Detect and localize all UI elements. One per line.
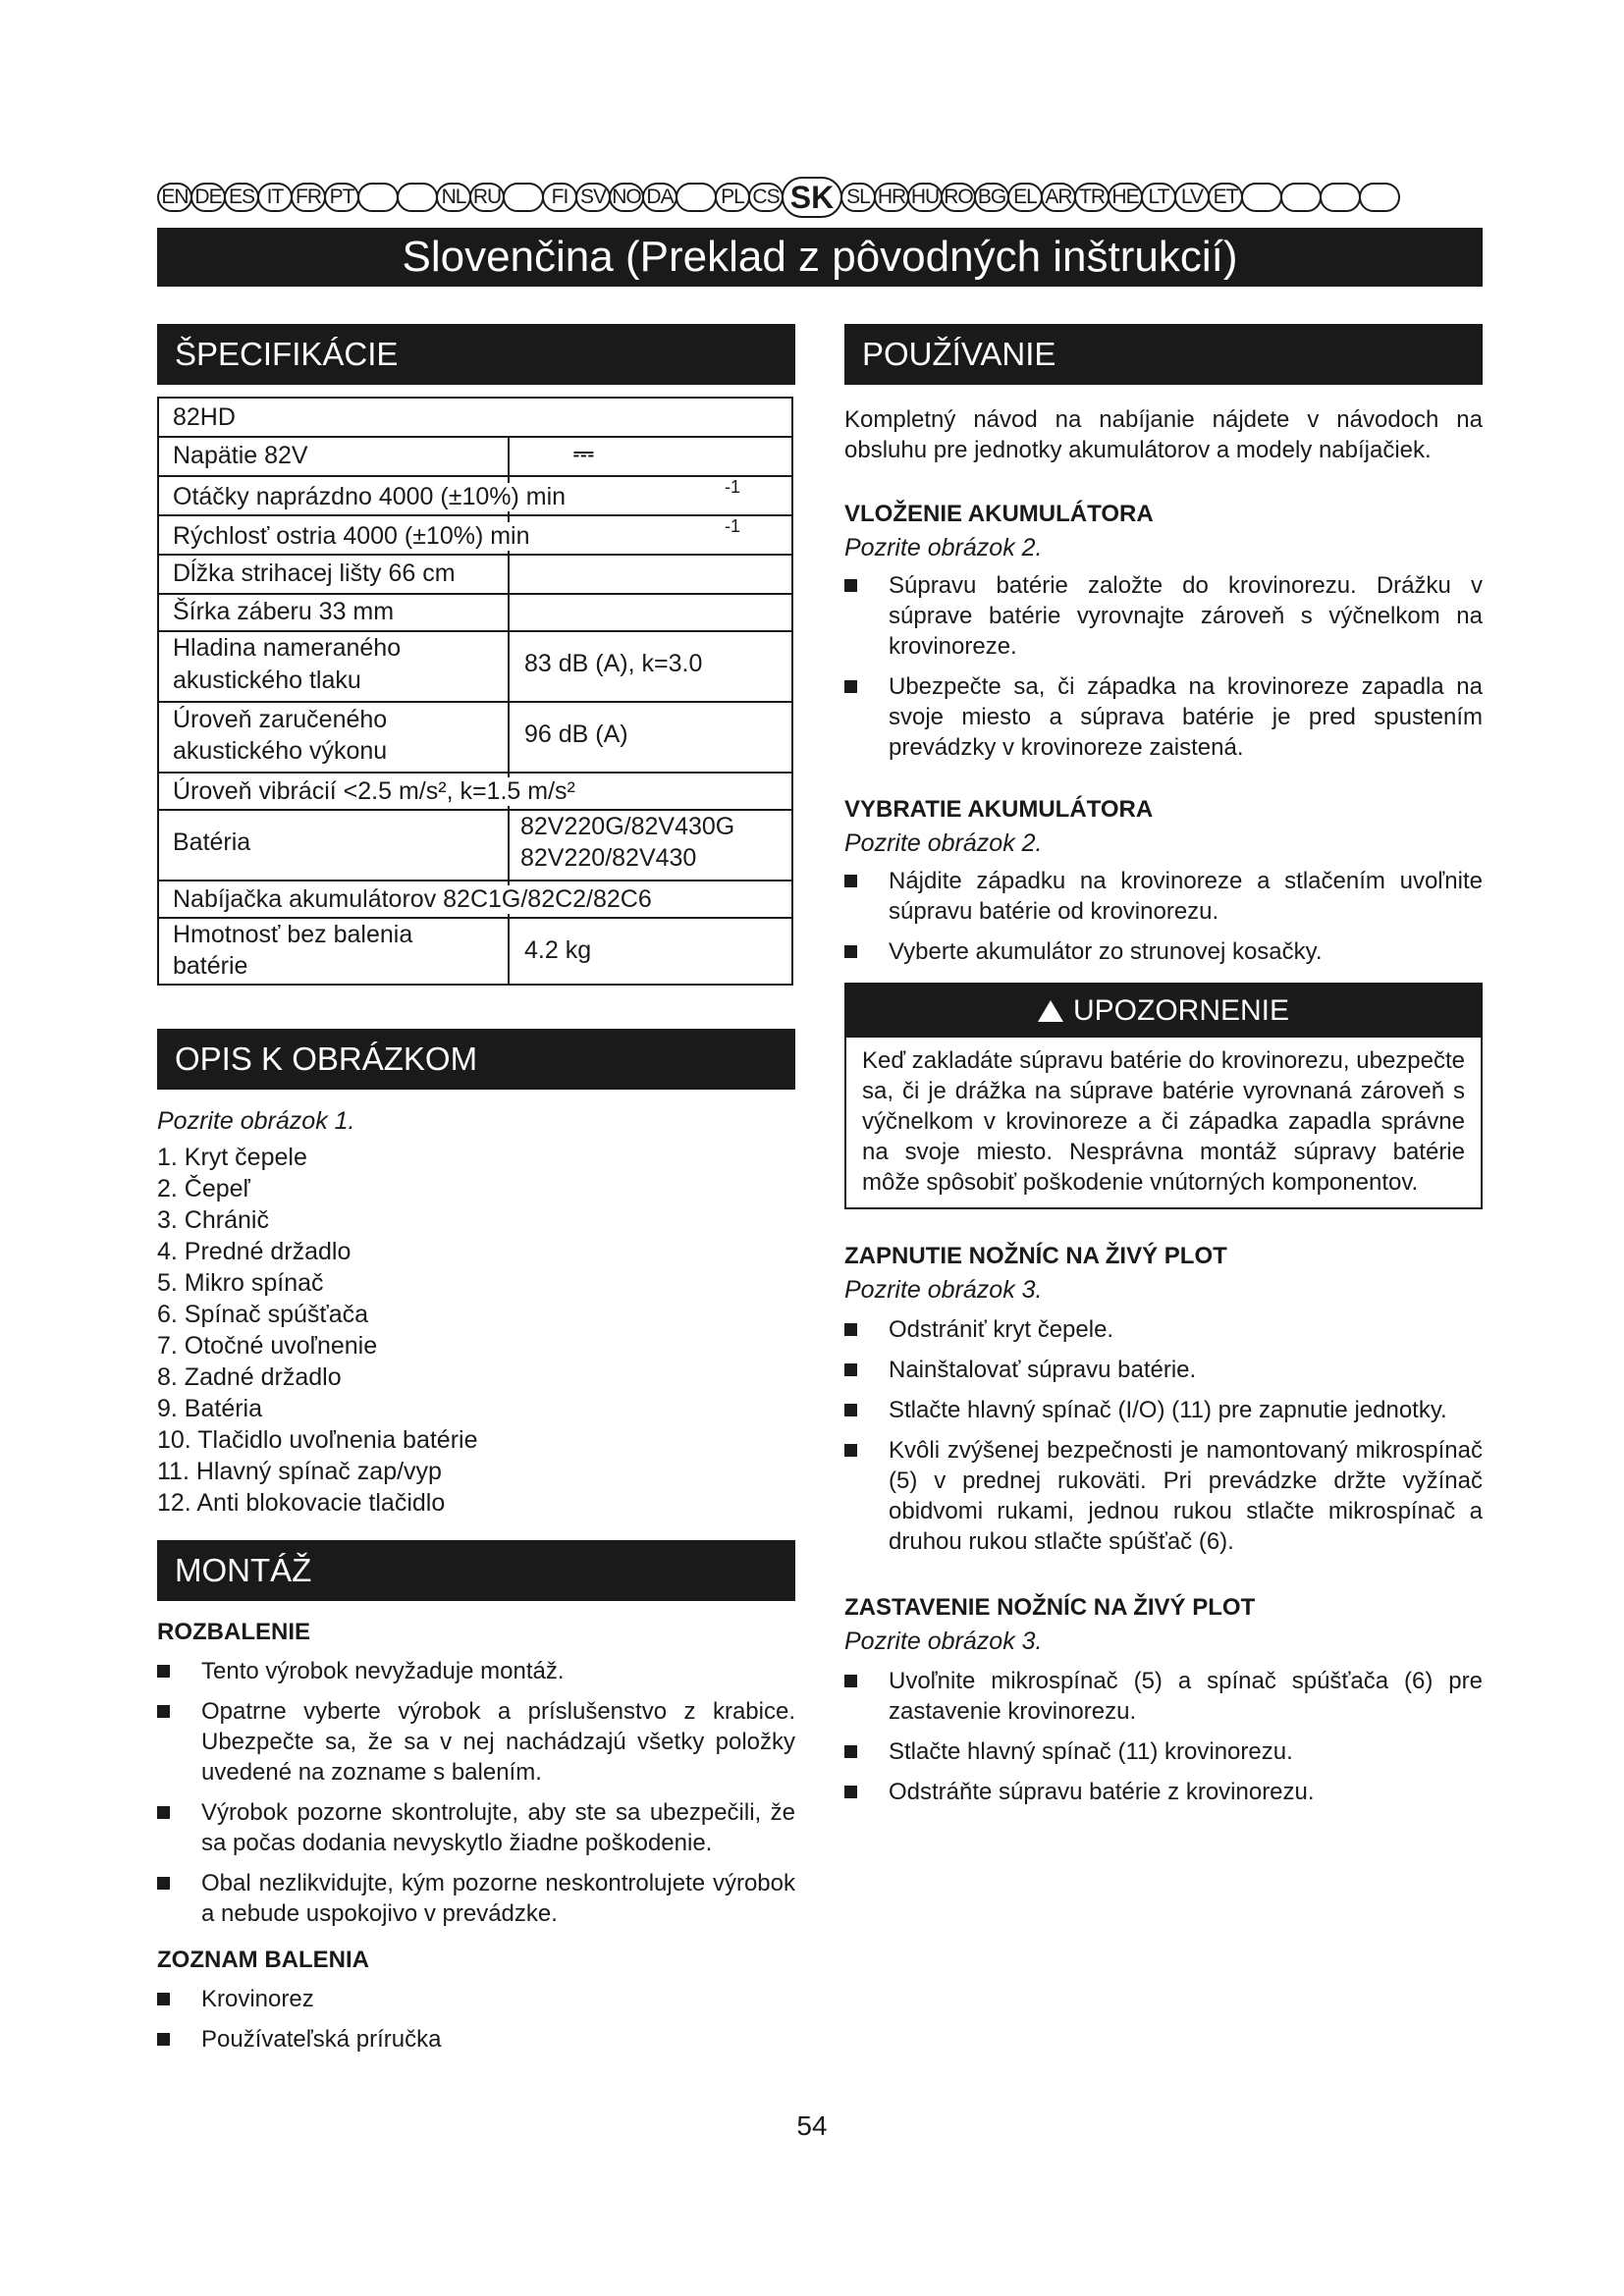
list-item xyxy=(157,1330,795,1362)
language-tab-hr[interactable]: HR xyxy=(874,183,909,212)
spec-voltage: Napätie 82V xyxy=(173,442,308,469)
list-item xyxy=(157,2024,795,2055)
warning-text: Keď zakladáte súpravu batérie do krovinorezu, ubezpečte sa, či je drážka na súprave batérie vyrovnaná zároveň s výčnelkom v krovinoreze a či západka zapadla správne na svoje miesto. Nesprávna montáž súpravy batérie môže spôsobiť poškodenie vnútorných komponentov. xyxy=(862,1047,1465,1196)
list-item xyxy=(844,1736,1483,1767)
language-tab-ar[interactable]: AR xyxy=(1041,183,1076,212)
remove-ref: Pozrite obrázok 2. xyxy=(844,829,1043,857)
list-item xyxy=(157,1267,795,1299)
list-item-text: Kvôli zvýšenej bezpečnosti je namontovaný mikrospínač (5) v prednej rukoväti. Pri prevádzke držte vyžínač obidvomi rukami, jednou rukou stlačte mikrospínač a druhou rukou stlačte spúšťač (6). xyxy=(889,1437,1483,1555)
insert-list xyxy=(844,570,1483,763)
left-column xyxy=(157,324,795,2064)
list-item-text: Stlačte hlavný spínač (11) krovinorezu. xyxy=(889,1738,1293,1765)
bullet-square-icon xyxy=(157,2033,170,2046)
list-item xyxy=(157,1487,795,1519)
bullet-square-icon xyxy=(844,579,857,592)
language-tab-strip xyxy=(157,177,1492,220)
list-item xyxy=(157,1236,795,1267)
spec-row-vibration xyxy=(159,772,791,809)
list-item-text: Stlačte hlavný spínač (I/O) (11) pre zapnutie jednotky. xyxy=(889,1397,1447,1423)
usage-heading: POUŽÍVANIE xyxy=(844,324,1483,385)
language-tab-el[interactable]: EL xyxy=(1007,183,1043,212)
list-item xyxy=(157,1142,795,1173)
dc-symbol-icon: ⎓ xyxy=(573,438,594,467)
language-tab-sk[interactable]: SK xyxy=(782,177,842,218)
list-item xyxy=(844,1435,1483,1557)
packing-list xyxy=(157,1984,795,2055)
language-tab-no[interactable]: NO xyxy=(609,183,644,212)
language-tab-nl[interactable]: NL xyxy=(436,183,471,212)
remove-title: VYBRATIE AKUMULÁTORA xyxy=(844,796,1154,823)
spec-sound-pressure-value: 83 dB (A), k=3.0 xyxy=(524,650,703,677)
list-item xyxy=(157,1393,795,1424)
figure-parts-list xyxy=(157,1142,795,1519)
list-item xyxy=(157,1868,795,1929)
unpacking-title: ROZBALENIE xyxy=(157,1619,310,1645)
spec-sound-power-label-1: Úroveň zaručeného xyxy=(173,706,388,733)
figure-desc-heading: OPIS K OBRÁZKOM xyxy=(157,1029,795,1090)
list-item xyxy=(844,1395,1483,1425)
spec-sound-power-value: 96 dB (A) xyxy=(524,721,628,748)
spec-weight-label-1: Hmotnosť bez balenia xyxy=(173,921,413,948)
list-item-text: Nájdite západku na krovinoreze a stlačením uvoľnite súpravu batérie od krovinorezu. xyxy=(889,868,1483,925)
list-item-text: Uvoľnite mikrospínač (5) a spínač spúšťača (6) pre zastavenie krovinorezu. xyxy=(889,1668,1483,1725)
spec-row-noload-speed xyxy=(159,475,791,514)
spec-row-cut-width xyxy=(159,593,791,630)
list-item-text: Krovinorez xyxy=(201,1986,314,2012)
language-tab-ro[interactable]: RO xyxy=(941,183,976,212)
spec-battery-value-2: 82V220/82V430 xyxy=(520,844,697,872)
list-item xyxy=(844,936,1483,967)
list-item xyxy=(157,1984,795,2014)
list-item-text: 11. Hlavný spínač zap/vyp xyxy=(157,1458,442,1485)
list-item-text: Výrobok pozorne skontrolujte, aby ste sa ubezpečili, že sa počas dodania nevyskytlo žiadne poškodenie. xyxy=(201,1799,795,1856)
insert-ref: Pozrite obrázok 2. xyxy=(844,534,1043,561)
spec-battery-label: Batéria xyxy=(173,828,251,856)
start-list xyxy=(844,1314,1483,1557)
assembly-heading: MONTÁŽ xyxy=(157,1540,795,1601)
list-item xyxy=(157,1173,795,1204)
language-tab-it[interactable]: IT xyxy=(257,183,293,212)
list-item-text: 9. Batéria xyxy=(157,1395,263,1422)
list-item-text: 6. Spínač spúšťača xyxy=(157,1301,369,1328)
start-title: ZAPNUTIE NOŽNÍC NA ŽIVÝ PLOT xyxy=(844,1243,1227,1269)
stop-ref: Pozrite obrázok 3. xyxy=(844,1628,1043,1655)
language-tab-blank[interactable] xyxy=(1359,183,1400,212)
list-item-text: 7. Otočné uvoľnenie xyxy=(157,1332,378,1360)
bullet-square-icon xyxy=(844,1404,857,1416)
start-ref: Pozrite obrázok 3. xyxy=(844,1276,1043,1304)
language-tab-da[interactable]: DA xyxy=(642,183,677,212)
language-tab-blank[interactable] xyxy=(1320,183,1361,212)
spec-noload-speed-sup: -1 xyxy=(724,477,740,497)
list-item-text: 4. Predné držadlo xyxy=(157,1238,352,1265)
language-tab-es[interactable]: ES xyxy=(224,183,259,212)
spec-row-battery xyxy=(159,809,791,880)
spec-charger: Nabíjačka akumulátorov 82C1G/82C2/82C6 xyxy=(173,885,652,913)
language-tab-he[interactable]: HE xyxy=(1108,183,1143,212)
list-item xyxy=(844,866,1483,927)
packing-title: ZOZNAM BALENIA xyxy=(157,1947,369,1973)
spec-row-sound-pressure xyxy=(159,630,791,701)
list-item-text: Odstrániť kryt čepele. xyxy=(889,1316,1114,1343)
bullet-square-icon xyxy=(157,1806,170,1819)
list-item-text: 1. Kryt čepele xyxy=(157,1144,307,1171)
bullet-square-icon xyxy=(157,1993,170,2005)
list-item xyxy=(844,1666,1483,1727)
language-tab-fr[interactable]: FR xyxy=(291,183,326,212)
language-tab-blank[interactable] xyxy=(357,183,399,212)
language-tab-bg[interactable]: BG xyxy=(974,183,1009,212)
spec-row-blade-speed xyxy=(159,514,791,554)
language-tab-pt[interactable]: PT xyxy=(324,183,359,212)
page-number: 54 xyxy=(796,2110,828,2141)
bullet-square-icon xyxy=(157,1665,170,1678)
remove-list xyxy=(844,866,1483,967)
language-tab-blank[interactable] xyxy=(1280,183,1322,212)
insert-title: VLOŽENIE AKUMULÁTORA xyxy=(844,501,1154,527)
list-item xyxy=(157,1299,795,1330)
unpacking-list xyxy=(157,1656,795,1929)
list-item-text: Odstráňte súpravu batérie z krovinorezu. xyxy=(889,1779,1315,1805)
list-item xyxy=(157,1656,795,1686)
language-tab-tr[interactable]: TR xyxy=(1074,183,1110,212)
bullet-square-icon xyxy=(844,1786,857,1798)
warning-title: UPOZORNENIE xyxy=(1072,994,1290,1027)
language-tab-cs[interactable]: CS xyxy=(748,183,784,212)
language-tab-fi[interactable]: FI xyxy=(542,183,577,212)
bullet-square-icon xyxy=(844,1323,857,1336)
specs-heading: ŠPECIFIKÁCIE xyxy=(157,324,795,385)
spec-blade-speed: Rýchlosť ostria 4000 (±10%) min xyxy=(173,522,530,550)
page-title: Slovenčina (Preklad z pôvodných inštrukcií) xyxy=(157,228,1483,287)
list-item-text: 12. Anti blokovacie tlačidlo xyxy=(157,1489,446,1517)
list-item-text: Vyberte akumulátor zo strunovej kosačky. xyxy=(889,938,1323,965)
spec-cut-width: Šírka záberu 33 mm xyxy=(173,598,395,625)
warning-box xyxy=(844,983,1483,1209)
list-item-text: Obal nezlikvidujte, kým pozorne neskontrolujete výrobok a nebude uspokojivo v prevádzke. xyxy=(201,1870,795,1927)
language-tab-sl[interactable]: SL xyxy=(840,183,876,212)
bullet-square-icon xyxy=(157,1705,170,1718)
list-item-text: Tento výrobok nevyžaduje montáž. xyxy=(201,1658,565,1684)
spec-weight-label-2: batérie xyxy=(173,952,248,980)
language-tab-sv[interactable]: SV xyxy=(575,183,611,212)
bullet-square-icon xyxy=(844,1444,857,1457)
list-item-text: Nainštalovať súpravu batérie. xyxy=(889,1357,1197,1383)
spec-row-bar-length xyxy=(159,554,791,593)
list-item-text: 2. Čepeľ xyxy=(157,1175,250,1202)
list-item-text: Ubezpečte sa, či západka na krovinoreze zapadla na svoje miesto a súprava batérie je pred spustením prevádzky v krovinoreze zaistená. xyxy=(889,673,1483,761)
language-tab-blank[interactable] xyxy=(1241,183,1282,212)
usage-intro: Kompletný návod na nabíjanie nájdete v návodoch na obsluhu pre jednotky akumulátorov a modely nabíjačiek. xyxy=(844,406,1483,463)
language-tab-blank[interactable] xyxy=(676,183,717,212)
list-item-text: Používateľská príručka xyxy=(201,2026,442,2053)
list-item xyxy=(157,1362,795,1393)
stop-list xyxy=(844,1666,1483,1807)
list-item-text: Súpravu batérie založte do krovinorezu. Drážku v súprave batérie vyrovnajte zároveň s výčnelkom na krovinoreze. xyxy=(889,572,1483,660)
spec-sound-power-label-2: akustického výkonu xyxy=(173,737,388,765)
spec-row-weight xyxy=(159,917,791,988)
spec-battery-value-1: 82V220G/82V430G xyxy=(520,813,735,840)
language-tab-en[interactable]: EN xyxy=(157,183,192,212)
bullet-square-icon xyxy=(844,1745,857,1758)
bullet-square-icon xyxy=(844,1675,857,1687)
spec-sound-pressure-label-1: Hladina nameraného xyxy=(173,634,402,662)
language-tab-et[interactable]: ET xyxy=(1208,183,1243,212)
spec-weight-value: 4.2 kg xyxy=(524,936,592,964)
list-item-text: Opatrne vyberte výrobok a príslušenstvo z krabice. Ubezpečte sa, že sa v nej nachádzajú všetky položky uvedené na zozname s balením. xyxy=(201,1698,795,1786)
warning-triangle-icon: ! xyxy=(1038,1000,1063,1022)
list-item xyxy=(157,1204,795,1236)
list-item-text: 5. Mikro spínač xyxy=(157,1269,324,1297)
list-item xyxy=(157,1424,795,1456)
bullet-square-icon xyxy=(157,1877,170,1890)
list-item xyxy=(157,1456,795,1487)
warning-heading xyxy=(846,985,1481,1038)
language-tab-ru[interactable]: RU xyxy=(469,183,505,212)
list-item xyxy=(844,1314,1483,1345)
spec-noload-speed: Otáčky naprázdno 4000 (±10%) min xyxy=(173,483,567,510)
spec-row-sound-power xyxy=(159,701,791,772)
language-tab-pl[interactable]: PL xyxy=(715,183,750,212)
spec-sound-pressure-label-2: akustického tlaku xyxy=(173,667,361,694)
figure-desc-ref: Pozrite obrázok 1. xyxy=(157,1107,355,1135)
bullet-square-icon xyxy=(844,1363,857,1376)
list-item xyxy=(844,1777,1483,1807)
spec-row-voltage xyxy=(159,436,791,475)
list-item xyxy=(844,1355,1483,1385)
spec-table xyxy=(157,397,793,986)
list-item xyxy=(157,1696,795,1788)
spec-row-model xyxy=(159,399,791,436)
right-column xyxy=(844,324,1483,1817)
spec-vibration: Úroveň vibrácií <2.5 m/s², k=1.5 m/s² xyxy=(173,777,575,805)
spec-bar-length: Dĺžka strihacej lišty 66 cm xyxy=(173,560,456,587)
language-tab-blank[interactable] xyxy=(503,183,544,212)
list-item xyxy=(844,671,1483,763)
list-item-text: 3. Chránič xyxy=(157,1206,269,1234)
bullet-square-icon xyxy=(844,945,857,958)
stop-title: ZASTAVENIE NOŽNÍC NA ŽIVÝ PLOT xyxy=(844,1594,1256,1621)
bullet-square-icon xyxy=(844,680,857,693)
list-item-text: 8. Zadné držadlo xyxy=(157,1363,342,1391)
spec-blade-speed-sup: -1 xyxy=(724,516,740,536)
language-tab-lt[interactable]: LT xyxy=(1141,183,1176,212)
list-item xyxy=(157,1797,795,1858)
language-tab-blank[interactable] xyxy=(397,183,438,212)
bullet-square-icon xyxy=(844,875,857,887)
language-tab-de[interactable]: DE xyxy=(190,183,226,212)
language-tab-lv[interactable]: LV xyxy=(1174,183,1210,212)
spec-model: 82HD xyxy=(173,403,236,431)
language-tab-hu[interactable]: HU xyxy=(907,183,943,212)
list-item xyxy=(844,570,1483,662)
list-item-text: 10. Tlačidlo uvoľnenia batérie xyxy=(157,1426,478,1454)
spec-row-charger xyxy=(159,880,791,917)
